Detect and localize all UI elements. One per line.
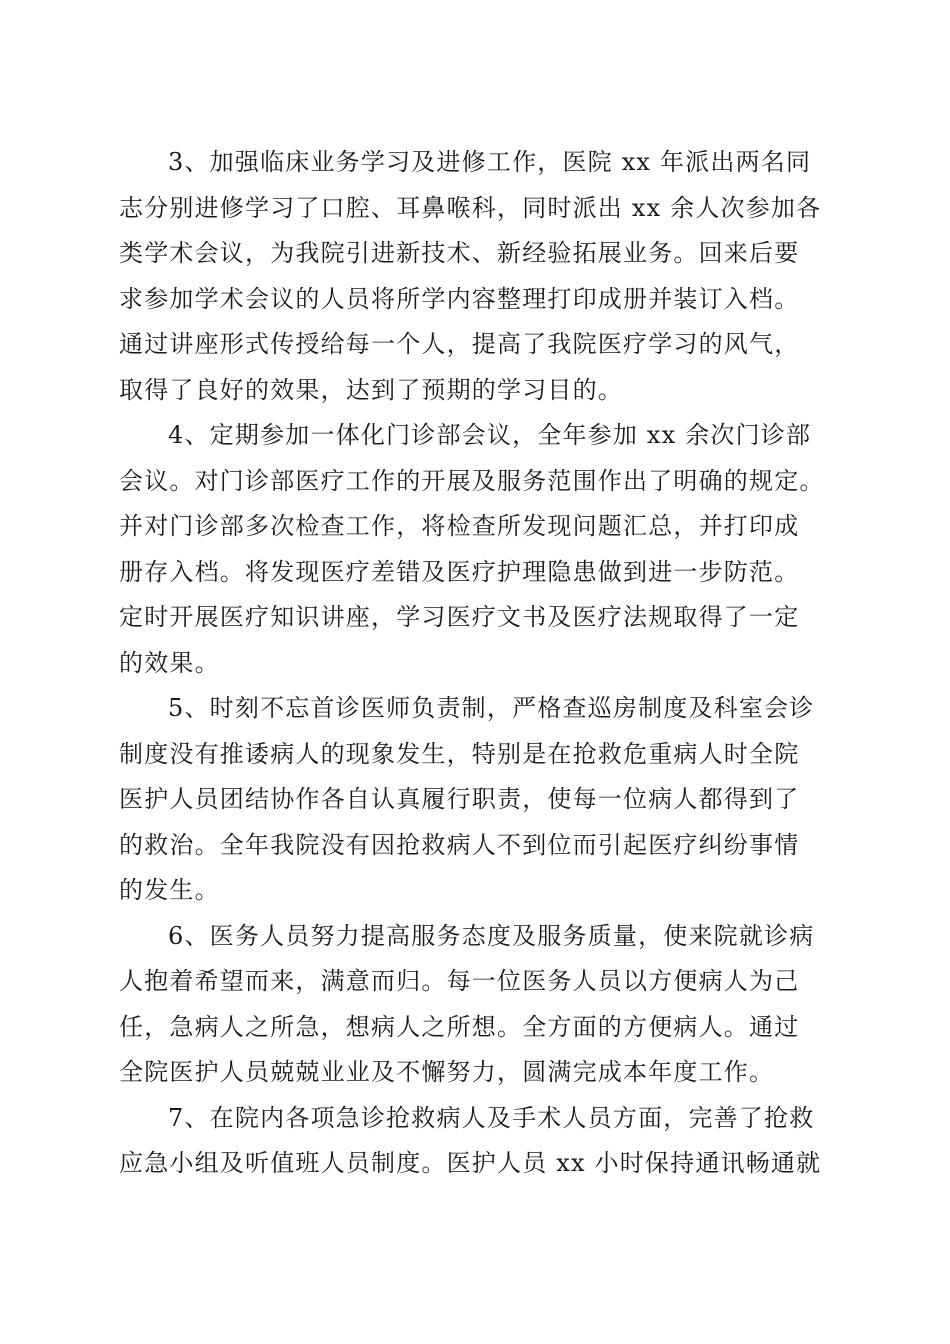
text-line: 定时开展医疗知识讲座，学习医疗文书及医疗法规取得了一定 xyxy=(119,603,800,631)
document-body xyxy=(119,140,834,1187)
text-line: 的救治。全年我院没有因抢救病人不到位而引起医疗纠纷事情 xyxy=(119,830,800,859)
text-line: 6、医务人员努力提高服务态度及服务质量，使来院就诊病 xyxy=(168,921,815,950)
text-line: 任，急病人之所急，想病人之所想。全方面的方便病人。通过 xyxy=(119,1012,800,1041)
text-line: 医护人员团结协作各自认真履行职责，使每一位病人都得到了 xyxy=(119,785,800,813)
text-line: 人抱着希望而来，满意而归。每一位医务人员以方便病人为己 xyxy=(119,967,800,995)
text-line: 的发生。 xyxy=(119,876,220,904)
paragraph-item-7 xyxy=(119,1096,834,1187)
text-line: 5、时刻不忘首诊医师负责制，严格查巡房制度及科室会诊 xyxy=(168,694,815,722)
text-line: 取得了良好的效果，达到了预期的学习目的。 xyxy=(119,375,623,404)
paragraph-item-5 xyxy=(119,686,834,914)
text-line: 求参加学术会议的人员将所学内容整理打印成册并装订入档。 xyxy=(119,284,800,313)
text-line: 会议。对门诊部医疗工作的开展及服务范围作出了明确的规定。 xyxy=(119,466,825,495)
text-line: 4、定期参加一体化门诊部会议，全年参加 xx 余次门诊部 xyxy=(168,421,812,449)
text-line: 类学术会议，为我院引进新技术、新经验拓展业务。回来后要 xyxy=(119,239,800,267)
text-line: 应急小组及听值班人员制度。医护人员 xx 小时保持通讯畅通就 xyxy=(119,1149,822,1177)
text-line: 的效果。 xyxy=(119,648,220,677)
text-line: 通过讲座形式传授给每一个人，提高了我院医疗学习的风气， xyxy=(119,330,800,358)
text-line: 册存入档。将发现医疗差错及医疗护理隐患做到进一步防范。 xyxy=(119,557,800,586)
paragraph-item-6 xyxy=(119,914,834,1096)
text-line: 3、加强临床业务学习及进修工作，医院 xx 年派出两名同 xyxy=(168,148,812,176)
text-line: 制度没有推诿病人的现象发生，特别是在抢救危重病人时全院 xyxy=(119,739,800,768)
text-line: 并对门诊部多次检查工作，将检查所发现问题汇总，并打印成 xyxy=(119,512,800,540)
text-line: 全院医护人员兢兢业业及不懈努力，圆满完成本年度工作。 xyxy=(119,1058,775,1086)
text-line: 7、在院内各项急诊抢救病人及手术人员方面，完善了抢救 xyxy=(168,1103,815,1132)
paragraph-item-3 xyxy=(119,140,834,413)
paragraph-item-4 xyxy=(119,413,834,686)
text-line: 志分别进修学习了口腔、耳鼻喉科，同时派出 xx 余人次参加各 xyxy=(119,193,822,222)
